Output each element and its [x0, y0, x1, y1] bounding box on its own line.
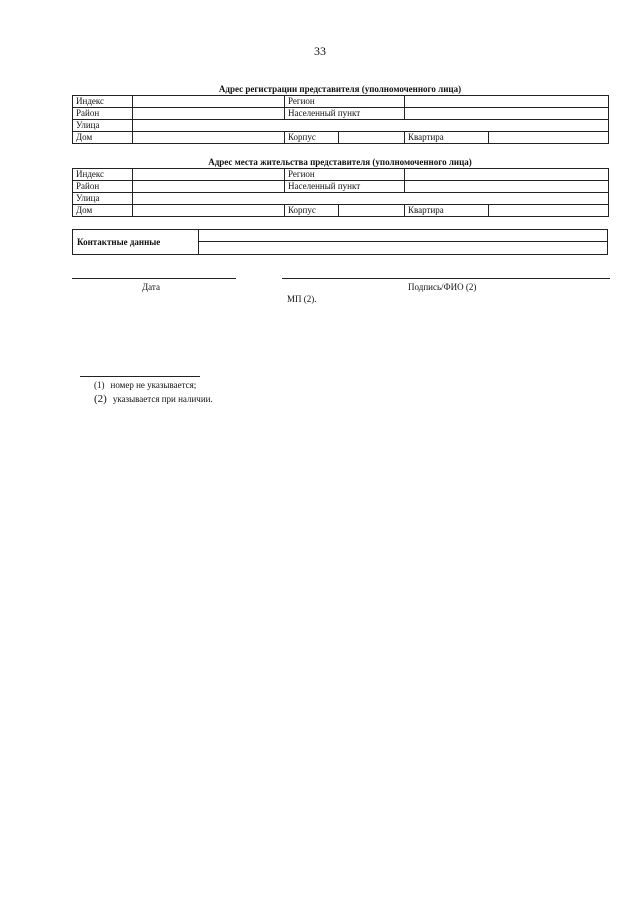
date-label: Дата [142, 282, 160, 292]
table-row [73, 132, 609, 144]
building-label: Корпус [285, 132, 339, 144]
index-label: Индекс [73, 169, 133, 181]
locality-field[interactable] [405, 181, 609, 193]
house-label: Дом [73, 205, 133, 217]
region-label: Регион [285, 169, 405, 181]
region-field[interactable] [405, 169, 609, 181]
stamp-label: МП (2). [287, 294, 317, 304]
street-field[interactable] [133, 193, 609, 205]
street-field[interactable] [133, 120, 609, 132]
region-field[interactable] [405, 96, 609, 108]
contacts-divider [199, 241, 607, 242]
footnote-text: указывается при наличии. [112, 394, 213, 404]
district-field[interactable] [133, 181, 285, 193]
footnote-divider [80, 376, 200, 377]
registration-address-title: Адрес регистрации представителя (уполномоченного лица) [218, 84, 462, 94]
date-line[interactable] [72, 278, 236, 279]
footnote-mark: (2) [94, 393, 107, 405]
footnote-1 [94, 380, 196, 390]
residence-address-table [72, 168, 609, 217]
house-label: Дом [73, 132, 133, 144]
street-label: Улица [73, 120, 133, 132]
region-label: Регион [285, 96, 405, 108]
house-field[interactable] [133, 205, 285, 217]
table-row [73, 169, 609, 181]
table-row [73, 205, 609, 217]
street-label: Улица [73, 193, 133, 205]
district-field[interactable] [133, 108, 285, 120]
page-number: 33 [314, 44, 326, 58]
registration-address-table [72, 95, 609, 144]
contacts-box [72, 229, 608, 255]
footnote-2 [94, 393, 213, 405]
contacts-label: Контактные данные [73, 230, 199, 254]
building-field[interactable] [339, 205, 405, 217]
building-label: Корпус [285, 205, 339, 217]
footnote-text: номер не указывается; [110, 380, 197, 390]
table-row [73, 193, 609, 205]
footnote-mark: (1) [94, 380, 105, 390]
table-row [73, 108, 609, 120]
locality-field[interactable] [405, 108, 609, 120]
table-row [73, 120, 609, 132]
apartment-field[interactable] [489, 205, 609, 217]
table-row [73, 181, 609, 193]
residence-address-title: Адрес места жительства представителя (уполномоченного лица) [208, 157, 472, 167]
table-row [73, 96, 609, 108]
index-label: Индекс [73, 96, 133, 108]
district-label: Район [73, 108, 133, 120]
house-field[interactable] [133, 132, 285, 144]
signature-label: Подпись/ФИО (2) [408, 282, 477, 292]
index-field[interactable] [133, 169, 285, 181]
building-field[interactable] [339, 132, 405, 144]
locality-label: Населенный пункт [285, 181, 405, 193]
index-field[interactable] [133, 96, 285, 108]
signature-line[interactable] [282, 278, 610, 279]
apartment-label: Квартира [405, 205, 489, 217]
district-label: Район [73, 181, 133, 193]
apartment-field[interactable] [489, 132, 609, 144]
apartment-label: Квартира [405, 132, 489, 144]
locality-label: Населенный пункт [285, 108, 405, 120]
